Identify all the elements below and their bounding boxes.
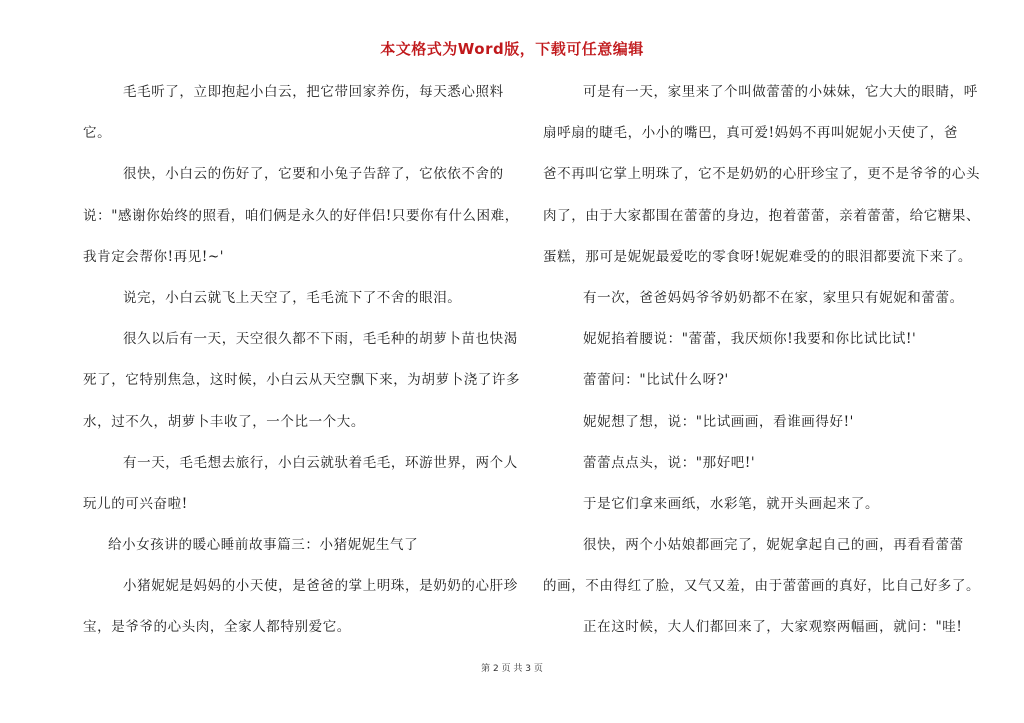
text-line: 于是它们拿来画纸，水彩笔，就开头画起来了。	[583, 495, 880, 512]
text-line: 肉了，由于大家都围在蕾蕾的身边，抱着蕾蕾，亲着蕾蕾，给它糖果、	[543, 207, 981, 224]
text-line: 宝，是爷爷的心头肉，全家人都特别爱它。	[83, 619, 351, 636]
text-line: 蕾蕾点点头，说："那好吧!'	[583, 454, 756, 471]
text-line: 毛毛听了，立即抱起小白云，把它带回家养伤，每天悉心照料	[123, 84, 504, 100]
text-line: 很快，小白云的伤好了，它要和小兔子告辞了，它依依不舍的	[123, 166, 504, 183]
left-text-column	[83, 80, 521, 657]
text-line: 有一次，爸爸妈妈爷爷奶奶都不在家，家里只有妮妮和蕾蕾。	[583, 289, 964, 306]
text-line: 扇呼扇的睫毛，小小的嘴巴，真可爱!妈妈不再叫妮妮小天使了，爸	[543, 125, 958, 142]
text-line: 说："感谢你始终的照看，咱们俩是永久的好伴侣!只要你有什么困难，	[83, 207, 519, 224]
text-line: 说完，小白云就飞上天空了，毛毛流下了不舍的眼泪。	[123, 289, 462, 306]
text-line: 玩儿的可兴奋啦!	[83, 495, 188, 512]
text-line: 水，过不久，胡萝卜丰收了，一个比一个大。	[83, 413, 365, 430]
page-header-title: 本文格式为Word版，下载可任意编辑	[380, 40, 644, 58]
text-line: 死了，它特别焦急，这时候，小白云从天空飘下来，为胡萝卜浇了许多	[83, 372, 521, 389]
text-line: 很快，两个小姑娘都画完了，妮妮拿起自己的画，再看看蕾蕾	[583, 537, 964, 554]
text-line: 小猪妮妮是妈妈的小天使，是爸爸的掌上明珠，是奶奶的心肝珍	[123, 578, 518, 595]
text-line: 妮妮想了想，说："比试画画，看谁画得好!'	[583, 413, 854, 430]
text-line: 爸不再叫它掌上明珠了，它不是奶奶的心肝珍宝了，更不是爷爷的心头	[543, 166, 981, 183]
text-line: 正在这时候，大人们都回来了，大家观察两幅画，就问："哇!	[583, 619, 963, 636]
text-line: 可是有一天，家里来了个叫做蕾蕾的小妹妹，它大大的眼睛，呼	[583, 84, 978, 100]
text-line: 很久以后有一天，天空很久都不下雨，毛毛种的胡萝卜苗也快渴	[123, 331, 518, 348]
section-heading: 给小女孩讲的暖心睡前故事篇三：小猪妮妮生气了	[108, 537, 419, 554]
text-line: 蕾蕾问："比试什么呀?'	[583, 372, 729, 389]
right-text-column	[543, 80, 981, 657]
text-line: 的画，不由得红了脸，又气又羞，由于蕾蕾画的真好，比自己好多了。	[543, 578, 981, 595]
text-line: 我肯定会帮你!再见!~'	[83, 248, 225, 265]
text-line: 蛋糕，那可是妮妮最爱吃的零食呀!妮妮难受的的眼泪都要流下来了。	[543, 248, 973, 265]
page-number-footer: 第 2 页 共 3 页	[481, 664, 543, 674]
text-line: 妮妮掐着腰说："蕾蕾，我厌烦你!我要和你比试比试!'	[583, 331, 917, 348]
text-line: 它。	[83, 125, 112, 142]
text-line: 有一天，毛毛想去旅行，小白云就驮着毛毛，环游世界，两个人	[123, 454, 518, 471]
